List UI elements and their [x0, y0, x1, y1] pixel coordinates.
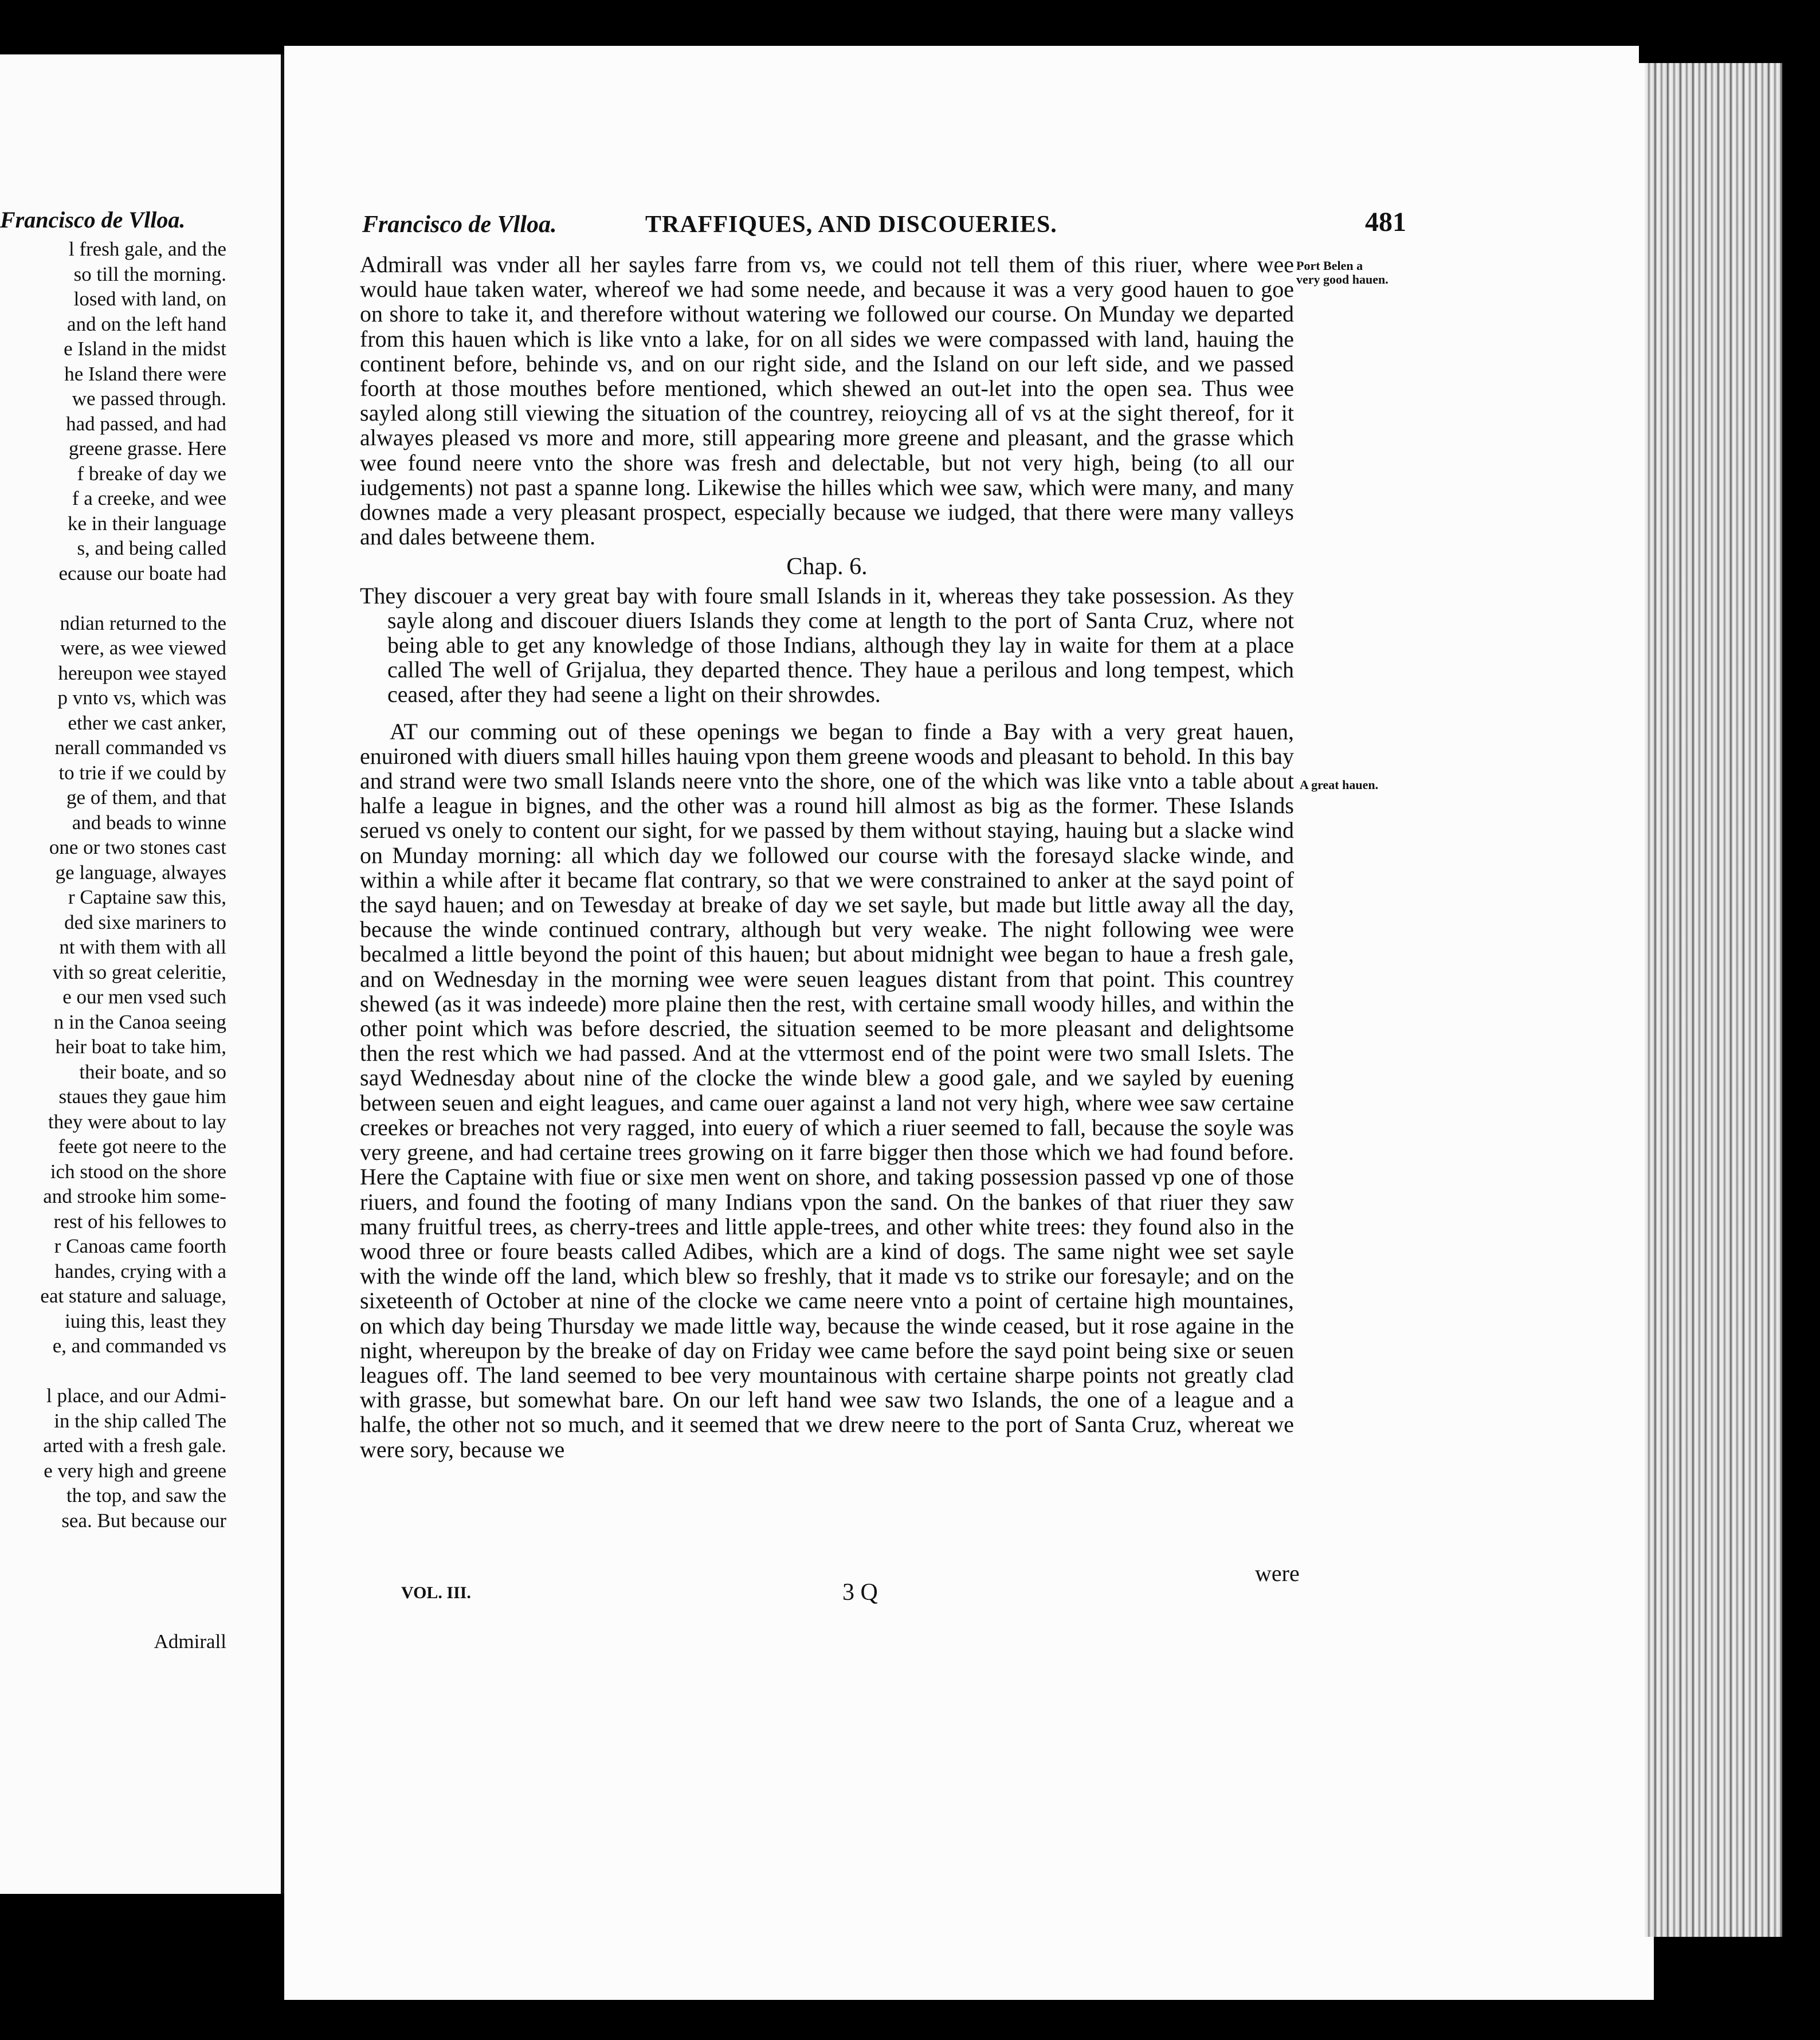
running-head	[362, 205, 1406, 240]
left-page-line: eat stature and saluage,	[40, 1285, 226, 1307]
running-head-title: TRAFFIQUES, AND DISCOUERIES.	[645, 211, 1057, 238]
left-page-line: f a creeke, and wee	[72, 487, 226, 509]
running-head-author: Francisco de Vlloa.	[362, 211, 557, 238]
left-page-line: s, and being called	[77, 537, 226, 559]
main-text	[360, 252, 1294, 1462]
left-page-line: and strooke him some-	[43, 1185, 226, 1207]
marginal-note-line: Port Belen a	[1296, 258, 1363, 273]
left-page-line: in the ship called The	[54, 1409, 226, 1432]
left-page-line: iuing this, least they	[65, 1309, 226, 1332]
left-page-line: e Island in the midst	[64, 338, 226, 360]
left-page-line: p vnto vs, which was	[57, 686, 226, 709]
marginal-note-great-hauen: A great hauen.	[1300, 778, 1379, 792]
left-page-line: n in the Canoa seeing	[53, 1010, 226, 1033]
marginal-note-port-belen	[1296, 259, 1388, 287]
left-page-line: ge language, alwayes	[55, 861, 226, 884]
left-page-line: sea. But because our	[61, 1509, 226, 1532]
left-page-text	[0, 237, 226, 1533]
left-page-line: ether we cast anker,	[68, 711, 226, 734]
left-page-line: l fresh gale, and the	[68, 238, 226, 260]
page-edge-stack	[1645, 40, 1782, 1937]
left-page-line: and on the left hand	[67, 312, 226, 335]
left-page-line: staues they gaue him	[58, 1085, 226, 1108]
left-page-line: e our men vsed such	[62, 986, 226, 1008]
left-page-line	[0, 1359, 226, 1384]
left-page-line: were, as wee viewed	[60, 637, 226, 659]
left-page-line: ded sixe mariners to	[64, 911, 226, 933]
left-page-line: r Canoas came foorth	[54, 1235, 226, 1257]
left-page-line: to trie if we could by	[58, 761, 226, 784]
left-page-line: ich stood on the shore	[50, 1160, 226, 1183]
left-page-line: he Island there were	[64, 362, 226, 385]
left-page-line: ke in their language	[68, 512, 226, 535]
left-page-line: ndian returned to the	[60, 611, 226, 634]
paragraph-2: AT our comming out of these openings we began to finde a Bay with a very great hauen, enuironed with diuers small hilles hauing vpon them greene woods and pleasant to behold. In this bay and strand were two small Islands neere vnto the shore, one of the which was like vnto a table about halfe a league in bignes, and the other was a round hill almost as big as the former. These Islands serued vs onely to content our sight, for we passed by them without staying, hauing but a slacke wind on Munday morning: all which day we followed our course with the foresayd slacke winde, and within a while after it became flat contrary, so that we were constrained to anker at the sayd point of the sayd hauen; and on Tewesday at breake of day we set sayle, but made but little away all the day, because the winde continued contrary, although but very weake. The night following wee were becalmed a little beyond the point of this hauen; but about midnight wee began to haue a fresh gale, and on Wednesday in the morning wee were seuen leagues distant from that point. This countrey shewed (as it was indeede) more plaine then the rest, with certaine small woody hilles, and within the other point which was before descried, the situation seemed to be more pleasant and delightsome then the rest which we had passed. And at the vttermost end of the point were two small Islets. The sayd Wednesday about nine of the clocke the winde blew a good gale, and we sayled by euening between seuen and eight leagues, and came ouer against a land not very high, where wee saw certaine creekes or breaches not very ragged, into euery of which a riuer seemed to fall, because the soyle was very greene, and had certaine trees growing on it farre bigger then those which we had found before. Here the Captaine with fiue or sixe men went on shore, and taking possession passed vp one of those riuers, and found the footing of many Indians vpon the sand. On the bankes of that riuer they saw many fruitful trees, as cherry-trees and little apple-trees, and other white trees: they found also in the wood three or foure beasts called Adibes, which are a kind of dogs. The same night wee set sayle with the winde off the land, which blew so freshly, that it made vs to strike our foresayle; and on the sixeteenth of October at nine of the clocke we came neere vnto a point of certaine high mountaines, on which day being Thursday we made little way, because the winde ceased, but it rose againe in the night, whereupon by the breake of day on Friday wee came before the sayd point being sixe or seuen leagues off. The land seemed to bee very mountainous with certaine sharpe points not greatly clad with grasse, but somewhat bare. On our left hand wee saw two Islands, the one of a league and a halfe, the other not so much, and it seemed that we drew neere to the port of Santa Cruz, whereat we were sory, because we	[360, 718, 1294, 1462]
left-page-line: nerall commanded vs	[54, 736, 226, 759]
left-page-line: e very high and greene	[44, 1459, 226, 1482]
left-page-line: feete got neere to the	[58, 1135, 226, 1158]
left-page	[0, 54, 281, 1894]
left-page-line: greene grasse. Here	[69, 437, 226, 460]
left-page-line: losed with land, on	[73, 288, 226, 310]
page-edge-top	[1639, 40, 1788, 63]
left-page-line: rest of his fellowes to	[53, 1210, 226, 1233]
left-page-line: vith so great celeritie,	[52, 960, 226, 983]
page-footer	[401, 1579, 1307, 1613]
left-page-line: and beads to winne	[72, 811, 226, 834]
left-page-line: f breake of day we	[77, 462, 226, 485]
left-page-line: nt with them with all	[59, 936, 226, 958]
left-page-line: they were about to lay	[48, 1110, 226, 1133]
left-page-line: heir boat to take him,	[55, 1035, 226, 1058]
marginal-note-line: very good hauen.	[1296, 272, 1388, 287]
left-page-line: handes, crying with a	[54, 1260, 226, 1282]
chapter-argument: They discouer a very great bay with foure small Islands in it, whereas they take possession. As they sayle along and discouer diuers Islands they come at length to the port of Santa Cruz, where not being able to get any knowledge of those Indians, although they lay in waite for them at a place called The well of Grijalua, they departed thence. They haue a perilous and long tempest, which ceased, after they had seene a light on their shrowdes.	[360, 582, 1294, 707]
left-page-line: their boate, and so	[79, 1060, 226, 1083]
signature-mark: 3 Q	[842, 1579, 878, 1606]
left-page-line: ge of them, and that	[66, 786, 226, 809]
left-page-line: the top, and saw the	[66, 1484, 226, 1507]
left-page-line: e, and commanded vs	[52, 1335, 226, 1357]
left-page-line: r Captaine saw this,	[68, 886, 226, 908]
left-page-line: we passed through.	[72, 387, 226, 410]
left-page-catchword: Admirall	[154, 1630, 226, 1653]
left-page-line: had passed, and had	[66, 412, 226, 435]
left-page-line	[0, 586, 226, 611]
left-page-line: arted with a fresh gale.	[43, 1434, 226, 1457]
left-page-line: hereupon wee stayed	[58, 661, 226, 684]
page-catchword: were	[1255, 1560, 1300, 1586]
chapter-heading: Chap. 6.	[786, 554, 868, 580]
page-number: 481	[1365, 207, 1406, 237]
left-page-line: ecause our boate had	[58, 562, 226, 584]
paragraph-1: Admirall was vnder all her sayles farre from vs, we could not tell them of this riuer, where wee would haue taken water, whereof we had some neede, and because it was a very good hauen to goe on shore to take it, and therefore without watering we followed our course. On Munday we departed from this hauen which is like vnto a lake, for on all sides we were compassed with land, hauing the continent before, behinde vs, and on our right side, and the Island on our left side, and we passed foorth at those mouthes before mentioned, which shewed an out-let into the open sea. Thus wee sayled along still viewing the situation of the countrey, reioycing all of vs at the sight thereof, for it alwayes pleased vs more and more, still appearing more greene and pleasant, and the grasse which wee found neere vnto the shore was fresh and delectable, but not very high, being (to all our iudgements) not past a spanne long. Likewise the hilles which wee saw, which were many, and many downes made a very pleasant prospect, especially because we iudged, that there were many valleys and dales betweene them.	[360, 252, 1294, 550]
left-page-line: so till the morning.	[73, 262, 226, 285]
left-page-header: Francisco de Vlloa.	[0, 207, 186, 233]
left-page-line: one or two stones cast	[49, 836, 226, 858]
volume-label: VOL. III.	[401, 1583, 471, 1602]
left-page-line: l place, and our Admi-	[46, 1384, 226, 1407]
